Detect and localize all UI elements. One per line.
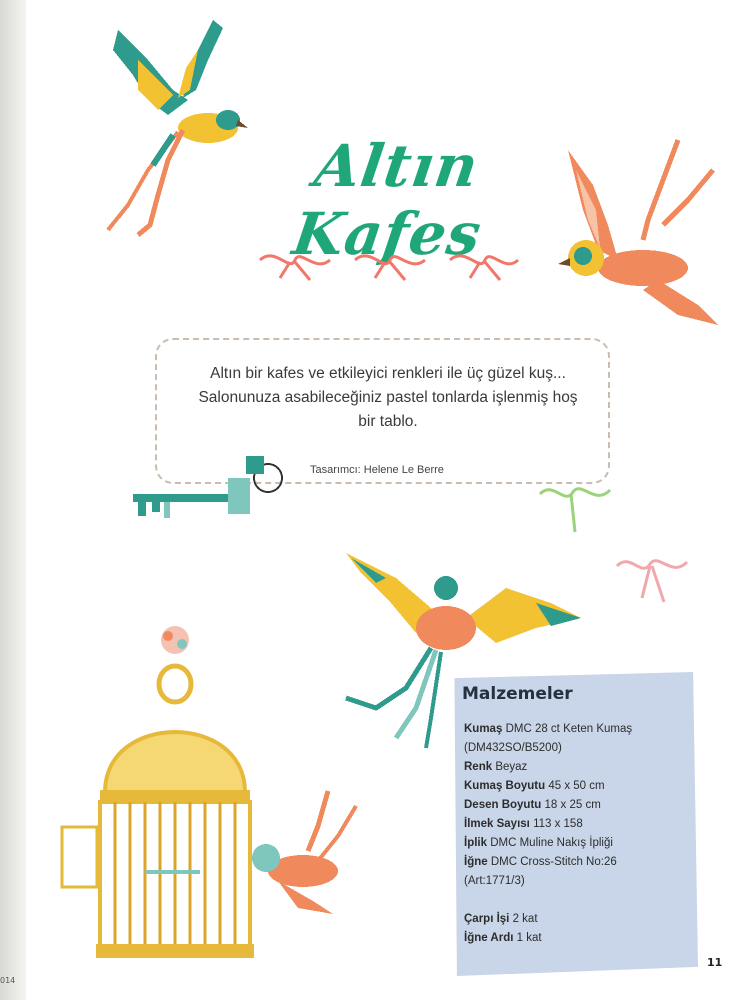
- materials-item: İlmek Sayısı 113 x 158: [464, 818, 583, 830]
- bird-top-left-illustration: [78, 20, 253, 245]
- bird-at-cage-illustration: [238, 786, 368, 916]
- materials-item: (DM432SO/B5200): [464, 742, 562, 754]
- pink-thread-bow: [612, 548, 692, 608]
- stitch-item: İğne Ardı 1 kat: [464, 932, 542, 944]
- materials-item: Desen Boyutu 18 x 25 cm: [464, 799, 601, 811]
- spine-label: 014: [0, 976, 16, 985]
- key-illustration: [128, 448, 288, 528]
- bird-top-right-illustration: [548, 130, 728, 340]
- materials-item: Kumaş Boyutu 45 x 50 cm: [464, 780, 605, 792]
- stitch-item: Çarpı İşi 2 kat: [464, 913, 538, 925]
- designer-credit: Tasarımcı: Helene Le Berre: [310, 464, 444, 476]
- materials-item: Renk Beyaz: [464, 761, 528, 773]
- materials-list: [464, 720, 694, 948]
- materials-item: İplik DMC Muline Nakış İpliği: [464, 837, 613, 849]
- materials-title: Malzemeler: [462, 684, 573, 704]
- materials-item: (Art:1771/3): [464, 875, 525, 887]
- page-number: 11: [707, 956, 723, 969]
- materials-item: Kumaş DMC 28 ct Keten Kumaş: [464, 723, 633, 735]
- intro-text: Altın bir kafes ve etkileyici renkleri ile üç güzel kuş... Salonunuza asabileceğiniz pastel tonlarda işlenmiş hoş bir tablo.: [198, 365, 578, 430]
- materials-item: İğne DMC Cross-Stitch No:26: [464, 856, 617, 868]
- page-title: Altın Kafes: [288, 132, 486, 268]
- thread-bows-row: [250, 238, 520, 288]
- green-thread-bow: [535, 476, 615, 536]
- book-spine: [0, 0, 26, 1000]
